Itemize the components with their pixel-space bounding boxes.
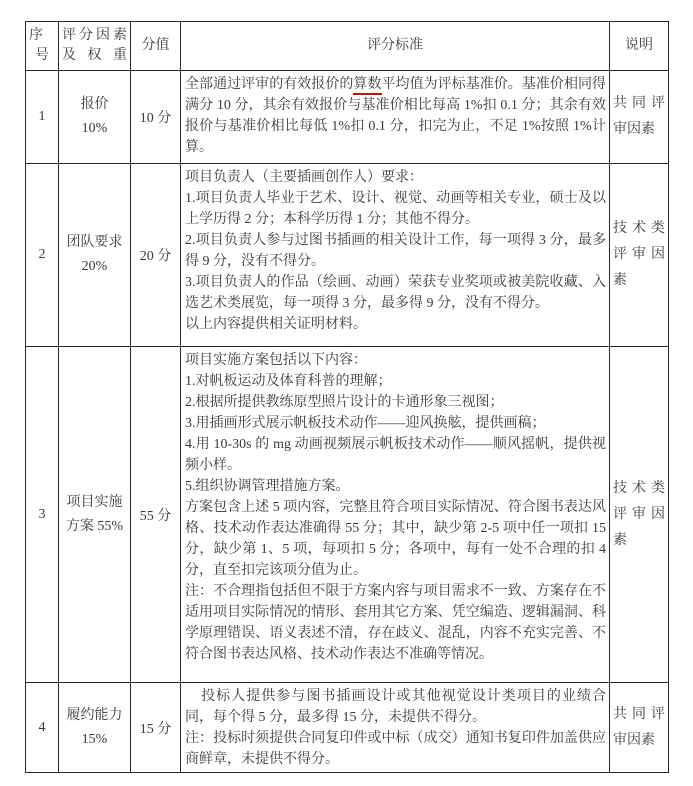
- criteria-cell: [181, 71, 610, 164]
- header-label: 分值: [141, 38, 170, 53]
- note-cell: 共同评审因素: [610, 71, 669, 164]
- score-cell: 15 分: [131, 683, 181, 773]
- factor-weight: 15%: [81, 731, 108, 747]
- criteria-paragraph: 2.项目负责人参与过图书插画的相关设计工作，每一项得 3 分，最多得 9 分，没有不得分。: [185, 233, 606, 269]
- score-cell: 20 分: [131, 164, 181, 347]
- table-row: [26, 164, 669, 347]
- criteria-paragraph: [185, 74, 606, 158]
- header-cell-criteria: [181, 22, 610, 71]
- table-row: [26, 683, 669, 773]
- factor-name: 履约能力: [66, 707, 123, 723]
- header-cell-note: [610, 22, 669, 71]
- factor-weight: 10%: [81, 121, 108, 136]
- header-cell-no: [26, 22, 59, 71]
- criteria-paragraph: 投标人提供参与图书插画设计或其他视觉设计类项目的业绩合同，每个得 5 分，最多得 15 分，未提供不得分。: [185, 689, 606, 725]
- factor-name: 报价: [80, 97, 109, 112]
- criteria-paragraph: 注：不合理指包括但不限于方案内容与项目需求不一致、方案存在不适用项目实际情况的情形、套用其它方案、凭空编造、逻辑漏洞、科学原理错误、语义表述不清，存在歧义、混乱，内容不充实完善、不符合图书表达风格、技术动作表达不准确等情况。: [185, 584, 606, 662]
- row-number: 1: [26, 71, 59, 164]
- header-label: 序号: [29, 28, 49, 63]
- criteria-cell: [181, 683, 610, 773]
- factor-weight: 20%: [81, 259, 108, 274]
- header-cell-score: [131, 22, 181, 71]
- criteria-paragraph: 方案包含上述 5 项内容，完整且符合项目实际情况、符合图书表达风格、技术动作表达准确得 55 分；其中，缺少第 2-5 项中任一项扣 15 分，缺少第 1、5 项，每项扣 5 分；各项中，每有一处不合理的扣 4 分，直至扣完该项分值为止。: [185, 500, 606, 578]
- criteria-paragraph: 5.组织协调管理措施方案。: [185, 479, 350, 494]
- red-underlined-term: 算数: [353, 77, 381, 95]
- row-number: 3: [26, 347, 59, 683]
- score-cell: 10 分: [131, 71, 181, 164]
- table-row: [26, 347, 669, 683]
- factor-weight: 方案 55%: [65, 518, 124, 534]
- criteria-paragraph: 项目实施方案包括以下内容：: [185, 353, 367, 368]
- table-row: [26, 71, 669, 164]
- criteria-paragraph: 3.项目负责人的作品（绘画、动画）荣获专业奖项或被美院收藏、入选艺术类展览，每一项得 3 分，最多得 9 分，没有不得分。: [185, 275, 606, 311]
- criteria-paragraph: 1.项目负责人毕业于艺术、设计、视觉、动画等相关专业，硕士及以上学历得 2 分；本科学历得 1 分；其他不得分。: [185, 191, 606, 227]
- header-label: 说明: [625, 38, 653, 53]
- criteria-paragraph: 以上内容提供相关证明材料。: [185, 317, 367, 332]
- header-label: 评分标准: [367, 38, 423, 53]
- note-cell: 技术类评审因素: [610, 347, 669, 683]
- table-header-row: [26, 22, 669, 71]
- row-number: 2: [26, 164, 59, 347]
- note-cell: 共同评审因素: [610, 683, 669, 773]
- score-cell: 55 分: [131, 347, 181, 683]
- factor-cell: [59, 683, 131, 773]
- factor-cell: [59, 347, 131, 683]
- header-label: 评分因素及权重: [62, 28, 127, 63]
- header-cell-factor-weight: [59, 22, 131, 71]
- factor-cell: [59, 164, 131, 347]
- criteria-paragraph: 2.根据所提供教练原型照片设计的卡通形象三视图；: [185, 395, 504, 410]
- criteria-cell: [181, 347, 610, 683]
- scoring-criteria-table: [25, 21, 669, 773]
- criteria-paragraph: 项目负责人（主要插画创作人）要求：: [185, 170, 423, 185]
- factor-name: 团队要求: [66, 235, 123, 250]
- row-number: 4: [26, 683, 59, 773]
- note-cell: 技术类评审因素: [610, 164, 669, 347]
- criteria-text-before: 全部通过评审的有效报价的: [185, 77, 354, 92]
- criteria-paragraph: 1.对帆板运动及体育科普的理解；: [185, 374, 392, 389]
- factor-name: 项目实施: [66, 494, 123, 510]
- factor-cell: [59, 71, 131, 164]
- criteria-text-after: 平均值为评标基准价。基准价相同得满分 10 分，其余有效报价与基准价相比每高 1%扣 0.1 分；其余有效报价与基准价相比每低 1%扣 0.1 分，扣完为止，不足 1%按照 1%计算。: [185, 77, 607, 155]
- criteria-paragraph: 4.用 10-30s 的 mg 动画视频展示帆板技术动作——顺风摇帆，提供视频小样。: [185, 437, 606, 473]
- criteria-cell: [181, 164, 610, 347]
- criteria-paragraph: 3.用插画形式展示帆板技术动作——迎风换舷，提供画稿；: [185, 416, 546, 431]
- criteria-paragraph: 注：投标时须提供合同复印件或中标（成交）通知书复印件加盖供应商鲜章，未提供不得分。: [185, 731, 606, 767]
